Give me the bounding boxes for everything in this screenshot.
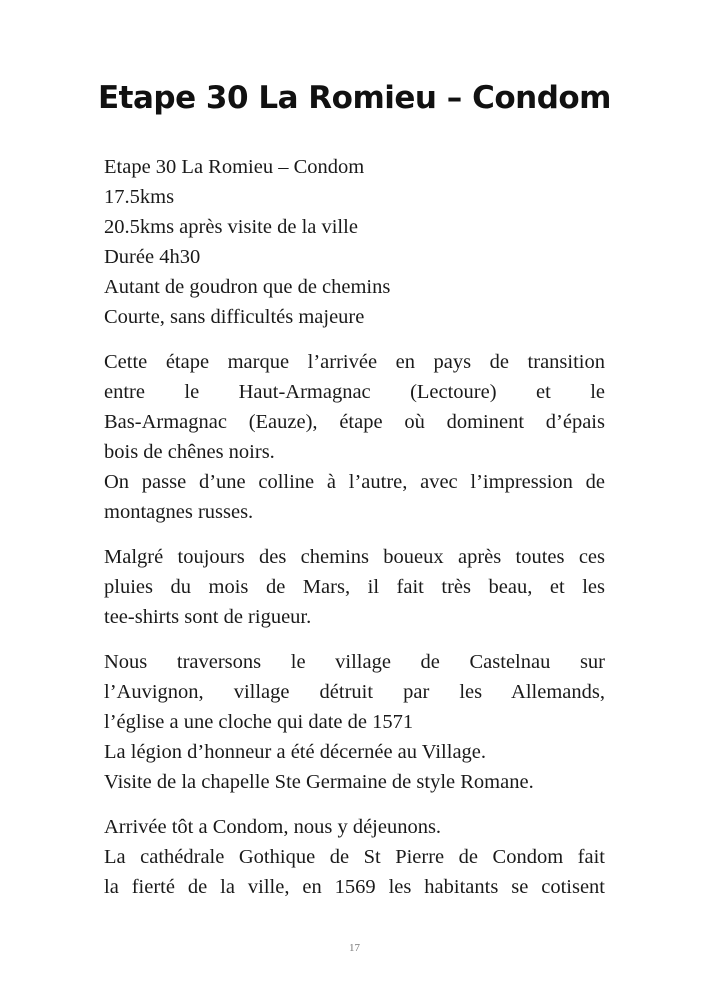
paragraph-line: Visite de la chapelle Ste Germaine de style Romane. [104,771,534,793]
intro-line-duration: Durée 4h30 [104,246,201,268]
paragraph-line: Cette étape marque l’arrivée en pays de transition [104,351,605,373]
paragraph-line: Malgré toujours des chemins boueux après toutes ces [104,546,605,568]
paragraph-line: entre le Haut-Armagnac (Lectoure) et le [104,381,605,403]
paragraph-line: La légion d’honneur a été décernée au Village. [104,741,487,763]
paragraph-line: On passe d’une colline à l’autre, avec l’impression de [104,471,605,493]
paragraph-line: Nous traversons le village de Castelnau sur [104,651,605,673]
paragraph-transition [104,347,605,527]
page-number: 17 [349,942,360,954]
paragraph-line: bois de chênes noirs. [104,441,275,463]
paragraph-line: Bas-Armagnac (Eauze), étape où dominent d’épais [104,411,605,433]
paragraph-line: la fierté de la ville, en 1569 les habitants se cotisent [104,876,605,898]
paragraph-line: pluies du mois de Mars, il fait très beau, et les [104,576,605,598]
intro-line-stage: Etape 30 La Romieu – Condom [104,156,365,178]
intro-line-distance-visit: 20.5kms après visite de la ville [104,216,358,238]
paragraph-weather [104,542,605,632]
intro-line-difficulty: Courte, sans difficultés majeure [104,306,365,328]
intro-line-terrain: Autant de goudron que de chemins [104,276,391,298]
document-body [104,152,605,917]
paragraph-line: l’église a une cloche qui date de 1571 [104,711,414,733]
paragraph-line: l’Auvignon, village détruit par les Allemands, [104,681,605,703]
paragraph-castelnau [104,647,605,797]
paragraph-line: montagnes russes. [104,501,254,523]
page-title: Etape 30 La Romieu – Condom [97,80,611,116]
paragraph-line: tee-shirts sont de rigueur. [104,606,312,628]
intro-line-distance: 17.5kms [104,186,175,208]
intro-block [104,152,605,332]
paragraph-condom [104,812,605,902]
paragraph-line: La cathédrale Gothique de St Pierre de Condom fait [104,846,605,868]
paragraph-line: Arrivée tôt a Condom, nous y déjeunons. [104,816,442,838]
